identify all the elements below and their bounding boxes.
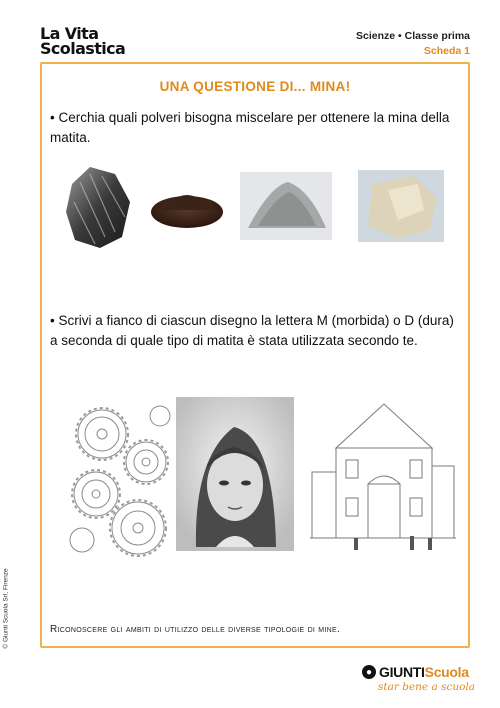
logo-brand-text: GIUNTI [379, 664, 425, 680]
page-title: UNA QUESTIONE DI... MINA! [159, 79, 351, 94]
brand-line-2: Scolastica [40, 39, 126, 58]
building-drawing [310, 388, 456, 564]
copyright-notice: © Giunti Scuola Srl, Firenze [2, 568, 10, 649]
instruction-1: • Cerchia quali polveri bisogna miscelare per ottenere la mina della matita. [50, 110, 450, 145]
instruction-2: • Scrivi a fianco di ciascun disegno la lettera M (morbida) o D (dura) a seconda di quale tipo di matita è stata utilizzata secondo te. [50, 313, 454, 348]
girl-portrait-drawing [176, 397, 294, 551]
logo-tagline: star bene a scuola [378, 681, 476, 693]
clay-powder-image [148, 172, 226, 234]
sheet-label: Scheda 1 [423, 45, 470, 57]
brand-logo [40, 26, 125, 56]
learning-goal: Riconoscere gli ambiti di utilizzo delle diverse tipologie di mine. [50, 624, 341, 635]
kaolin-rock-image [358, 170, 444, 242]
logo-scuola-text: Scuola [424, 664, 469, 680]
gears-drawing [64, 400, 172, 558]
giunti-g-icon: ● [362, 665, 376, 679]
brand-line-1: La Vita [40, 24, 99, 43]
subject-label: Scienze • Classe prima [356, 30, 470, 42]
graphite-rock-image [60, 162, 135, 252]
publisher-logo [362, 664, 482, 693]
graphite-powder-image [240, 172, 332, 240]
